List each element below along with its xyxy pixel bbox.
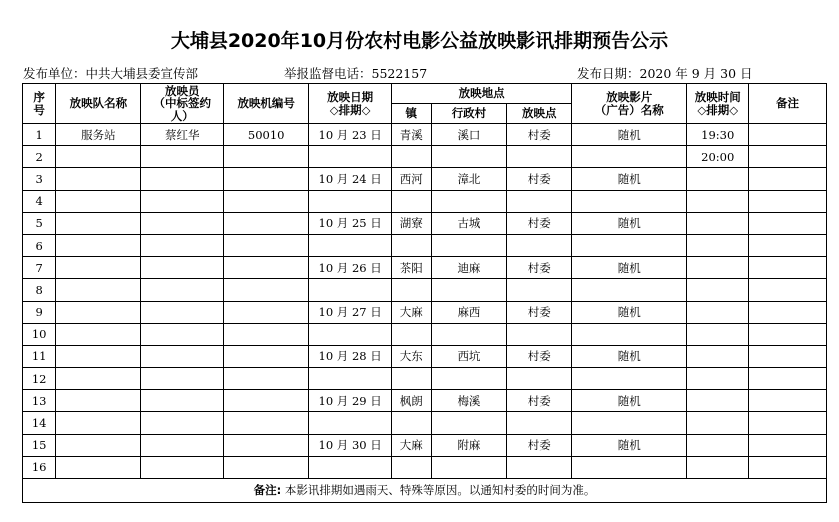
cell-film	[572, 412, 687, 434]
table-row	[23, 190, 827, 212]
cell-date	[309, 412, 392, 434]
cell-team: 服务站	[56, 124, 141, 146]
cell-town: 西河	[392, 168, 431, 190]
cell-date: 10 月 28 日	[309, 345, 392, 367]
cell-machine	[224, 323, 309, 345]
cell-seq: 4	[23, 190, 56, 212]
cell-projectionist	[141, 323, 224, 345]
cell-town	[392, 412, 431, 434]
page-title: 大埔县2020年10月份农村电影公益放映影讯排期预告公示	[170, 30, 669, 52]
cell-village	[431, 279, 507, 301]
cell-team	[56, 212, 141, 234]
cell-town	[392, 234, 431, 256]
cell-date	[309, 323, 392, 345]
cell-date: 10 月 24 日	[309, 168, 392, 190]
cell-machine	[224, 146, 309, 168]
table-row	[23, 212, 827, 234]
cell-time	[687, 212, 749, 234]
cell-team	[56, 301, 141, 323]
cell-machine	[224, 190, 309, 212]
cell-time	[687, 323, 749, 345]
cell-film	[572, 323, 687, 345]
cell-spot: 村委	[507, 390, 572, 412]
cell-spot	[507, 190, 572, 212]
table-row	[23, 146, 827, 168]
cell-date: 10 月 25 日	[309, 212, 392, 234]
cell-time	[687, 234, 749, 256]
cell-town: 茶阳	[392, 257, 431, 279]
cell-town: 枫朗	[392, 390, 431, 412]
cell-projectionist	[141, 257, 224, 279]
header-team: 放映队名称	[56, 84, 141, 124]
cell-team	[56, 412, 141, 434]
cell-date: 10 月 23 日	[309, 124, 392, 146]
cell-remark	[749, 190, 827, 212]
cell-projectionist	[141, 234, 224, 256]
cell-remark	[749, 390, 827, 412]
cell-film: 随机	[572, 390, 687, 412]
cell-film	[572, 368, 687, 390]
header-machine: 放映机编号	[224, 84, 309, 124]
cell-remark	[749, 434, 827, 456]
cell-machine	[224, 301, 309, 323]
table-row	[23, 456, 827, 478]
cell-date	[309, 146, 392, 168]
cell-seq: 14	[23, 412, 56, 434]
cell-film: 随机	[572, 257, 687, 279]
cell-remark	[749, 323, 827, 345]
cell-time	[687, 412, 749, 434]
cell-town	[392, 456, 431, 478]
cell-projectionist	[141, 279, 224, 301]
cell-machine	[224, 257, 309, 279]
cell-spot: 村委	[507, 301, 572, 323]
cell-machine	[224, 412, 309, 434]
cell-spot: 村委	[507, 257, 572, 279]
cell-village: 溪口	[431, 124, 507, 146]
cell-team	[56, 434, 141, 456]
cell-remark	[749, 146, 827, 168]
cell-town	[392, 146, 431, 168]
cell-machine	[224, 434, 309, 456]
table-row	[23, 345, 827, 367]
cell-team	[56, 279, 141, 301]
header-location: 放映地点	[392, 84, 572, 104]
cell-team	[56, 168, 141, 190]
table-row	[23, 368, 827, 390]
cell-projectionist	[141, 368, 224, 390]
cell-remark	[749, 234, 827, 256]
cell-spot: 村委	[507, 212, 572, 234]
cell-projectionist	[141, 212, 224, 234]
cell-team	[56, 368, 141, 390]
cell-time	[687, 368, 749, 390]
cell-seq: 6	[23, 234, 56, 256]
cell-team	[56, 390, 141, 412]
table-row	[23, 390, 827, 412]
cell-spot	[507, 323, 572, 345]
cell-projectionist	[141, 190, 224, 212]
cell-time	[687, 301, 749, 323]
cell-seq: 11	[23, 345, 56, 367]
cell-village: 附麻	[431, 434, 507, 456]
cell-team	[56, 456, 141, 478]
footnote-label: 备注:	[253, 483, 282, 498]
cell-film: 随机	[572, 168, 687, 190]
cell-spot: 村委	[507, 168, 572, 190]
cell-village	[431, 190, 507, 212]
cell-seq: 9	[23, 301, 56, 323]
cell-seq: 1	[23, 124, 56, 146]
cell-machine	[224, 456, 309, 478]
cell-machine	[224, 168, 309, 190]
cell-film: 随机	[572, 345, 687, 367]
cell-spot	[507, 146, 572, 168]
cell-town: 青溪	[392, 124, 431, 146]
cell-spot: 村委	[507, 345, 572, 367]
cell-team	[56, 190, 141, 212]
cell-projectionist	[141, 301, 224, 323]
cell-spot	[507, 279, 572, 301]
cell-village	[431, 368, 507, 390]
cell-date	[309, 456, 392, 478]
cell-remark	[749, 412, 827, 434]
publish-date-text: 发布日期：2020 年 9 月 30 日	[577, 66, 753, 81]
cell-team	[56, 345, 141, 367]
cell-projectionist: 蔡红华	[141, 124, 224, 146]
cell-village: 梅溪	[431, 390, 507, 412]
cell-seq: 13	[23, 390, 56, 412]
header-time: 放映时间 ◇排期◇	[687, 84, 749, 124]
cell-seq: 8	[23, 279, 56, 301]
report-phone-text: 举报监督电话：5522157	[284, 66, 428, 81]
cell-remark	[749, 212, 827, 234]
publisher-text: 发布单位：中共大埔县委宣传部	[23, 66, 199, 81]
cell-projectionist	[141, 456, 224, 478]
cell-seq: 5	[23, 212, 56, 234]
cell-projectionist	[141, 345, 224, 367]
cell-date	[309, 190, 392, 212]
cell-spot: 村委	[507, 434, 572, 456]
cell-date: 10 月 29 日	[309, 390, 392, 412]
cell-village	[431, 456, 507, 478]
header-date: 放映日期 ◇排期◇	[309, 84, 392, 124]
cell-date	[309, 368, 392, 390]
header-film: 放映影片 （广告）名称	[572, 84, 687, 124]
table-row	[23, 323, 827, 345]
cell-town: 大麻	[392, 434, 431, 456]
cell-remark	[749, 368, 827, 390]
cell-film: 随机	[572, 301, 687, 323]
header-seq: 序 号	[23, 84, 56, 124]
cell-village: 西坑	[431, 345, 507, 367]
cell-machine	[224, 368, 309, 390]
cell-time	[687, 168, 749, 190]
cell-machine	[224, 390, 309, 412]
schedule-table	[22, 83, 827, 503]
header-spot: 放映点	[507, 104, 572, 124]
cell-remark	[749, 168, 827, 190]
cell-projectionist	[141, 146, 224, 168]
cell-spot	[507, 412, 572, 434]
header-remark: 备注	[749, 84, 827, 124]
cell-town	[392, 368, 431, 390]
cell-film	[572, 279, 687, 301]
cell-spot: 村委	[507, 124, 572, 146]
cell-village: 古城	[431, 212, 507, 234]
cell-village	[431, 323, 507, 345]
cell-team	[56, 323, 141, 345]
cell-machine: 50010	[224, 124, 309, 146]
cell-seq: 2	[23, 146, 56, 168]
cell-projectionist	[141, 168, 224, 190]
table-row	[23, 301, 827, 323]
cell-film: 随机	[572, 434, 687, 456]
cell-remark	[749, 301, 827, 323]
cell-time	[687, 345, 749, 367]
cell-spot	[507, 368, 572, 390]
cell-time: 20:00	[687, 146, 749, 168]
cell-village: 漳北	[431, 168, 507, 190]
cell-projectionist	[141, 390, 224, 412]
cell-spot	[507, 234, 572, 256]
table-row	[23, 234, 827, 256]
table-row	[23, 168, 827, 190]
cell-remark	[749, 257, 827, 279]
cell-machine	[224, 212, 309, 234]
cell-time	[687, 456, 749, 478]
cell-town	[392, 279, 431, 301]
cell-machine	[224, 234, 309, 256]
table-row	[23, 279, 827, 301]
cell-spot	[507, 456, 572, 478]
cell-time	[687, 279, 749, 301]
cell-time	[687, 390, 749, 412]
cell-film	[572, 456, 687, 478]
cell-time	[687, 190, 749, 212]
cell-remark	[749, 124, 827, 146]
cell-seq: 16	[23, 456, 56, 478]
cell-team	[56, 146, 141, 168]
cell-remark	[749, 456, 827, 478]
cell-film	[572, 190, 687, 212]
cell-seq: 3	[23, 168, 56, 190]
cell-town: 大东	[392, 345, 431, 367]
cell-town: 大麻	[392, 301, 431, 323]
cell-town	[392, 323, 431, 345]
cell-seq: 10	[23, 323, 56, 345]
cell-remark	[749, 345, 827, 367]
cell-town	[392, 190, 431, 212]
cell-seq: 15	[23, 434, 56, 456]
header-town: 镇	[392, 104, 431, 124]
cell-film: 随机	[572, 212, 687, 234]
cell-team	[56, 257, 141, 279]
table-row	[23, 257, 827, 279]
table-row	[23, 434, 827, 456]
header-village: 行政村	[431, 104, 507, 124]
cell-village	[431, 146, 507, 168]
cell-machine	[224, 345, 309, 367]
header-projectionist: 放映员 （中标签约 人）	[141, 84, 224, 124]
cell-time: 19:30	[687, 124, 749, 146]
cell-projectionist	[141, 412, 224, 434]
cell-date: 10 月 26 日	[309, 257, 392, 279]
cell-date: 10 月 30 日	[309, 434, 392, 456]
cell-remark	[749, 279, 827, 301]
cell-team	[56, 234, 141, 256]
cell-film	[572, 234, 687, 256]
cell-film	[572, 146, 687, 168]
cell-film: 随机	[572, 124, 687, 146]
table-row	[23, 124, 827, 146]
cell-date	[309, 234, 392, 256]
cell-time	[687, 434, 749, 456]
cell-village: 麻西	[431, 301, 507, 323]
cell-town: 湖寮	[392, 212, 431, 234]
cell-village	[431, 234, 507, 256]
footnote-text: 本影讯排期如遇雨天、特殊等原因。以通知村委的时间为准。	[284, 483, 596, 498]
cell-seq: 7	[23, 257, 56, 279]
cell-date	[309, 279, 392, 301]
footnote	[23, 479, 827, 503]
cell-seq: 12	[23, 368, 56, 390]
table-row	[23, 412, 827, 434]
cell-machine	[224, 279, 309, 301]
cell-date: 10 月 27 日	[309, 301, 392, 323]
cell-village: 迪麻	[431, 257, 507, 279]
cell-projectionist	[141, 434, 224, 456]
cell-village	[431, 412, 507, 434]
cell-time	[687, 257, 749, 279]
